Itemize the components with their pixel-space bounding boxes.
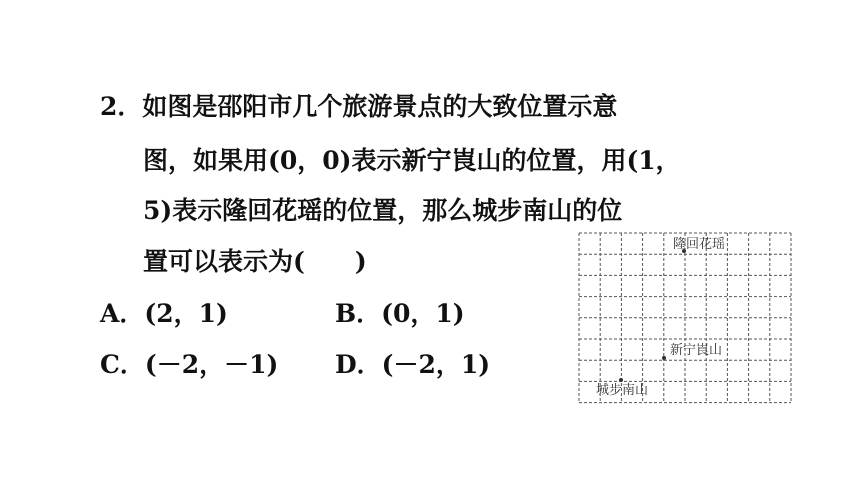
question-number: 2． bbox=[100, 92, 143, 121]
landmark-label-longhui-huayao: 隆回花瑶 bbox=[673, 237, 726, 252]
grid-lines bbox=[579, 233, 791, 403]
landmark-dot-xinning-langshan bbox=[662, 356, 666, 360]
question-text-1: 如图是邵阳市几个旅游景点的大致位置示意 bbox=[142, 92, 618, 121]
landmark-label-chengbu-nanshan: 城步南山 bbox=[596, 383, 649, 398]
landmark-label-xinning-langshan: 新宁崀山 bbox=[670, 343, 723, 358]
option-d[interactable]: D．(－2，1) bbox=[335, 350, 491, 379]
question-line-1 bbox=[100, 92, 617, 122]
landmark-dot-chengbu-nanshan bbox=[619, 378, 623, 382]
question-line-4: 置可以表示为( ) bbox=[143, 247, 367, 276]
map-grid-figure bbox=[576, 230, 792, 404]
option-c[interactable]: C．(－2，－1) bbox=[100, 350, 279, 379]
option-a[interactable]: A．(2，1) bbox=[100, 299, 228, 328]
option-b[interactable]: B．(0，1) bbox=[335, 299, 465, 328]
question-line-2: 图，如果用(0，0)表示新宁崀山的位置，用(1， bbox=[143, 146, 681, 175]
question-line-3: 5)表示隆回花瑶的位置，那么城步南山的位 bbox=[143, 196, 623, 225]
